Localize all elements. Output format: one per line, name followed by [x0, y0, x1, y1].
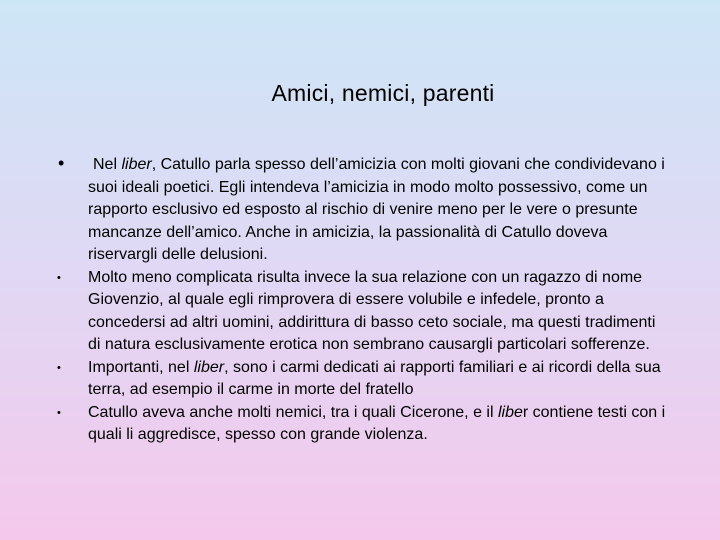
- bullet-dot-icon: •: [57, 406, 61, 419]
- bullet-list: [56, 154, 668, 447]
- bullet-item-4: [56, 402, 668, 447]
- bullet-item-3: [56, 357, 668, 402]
- bullet-item-1: [56, 154, 668, 267]
- bullet-dot-icon: •: [57, 361, 61, 374]
- bullet-dot-icon: •: [57, 271, 61, 284]
- bullet-item-2: [56, 267, 668, 357]
- bullet-text-3: Importanti, nel liber, sono i carmi dedicati ai rapporti familiari e ai ricordi della sua terra, ad esempio il carme in morte del fratello: [88, 358, 661, 398]
- slide-title: Amici, nemici, parenti: [271, 80, 495, 106]
- bullet-text-1: Nel liber, Catullo parla spesso dell’amicizia con molti giovani che condividevano i suoi ideali poetici. Egli intendeva l’amicizia in modo molto possessivo, come un rapporto esclusivo ed esposto al rischio di venire meno per le vere o presunte mancanze dell’amico. Anche in amicizia, la passionalità di Catullo doveva riservargli delle delusioni.: [88, 156, 665, 263]
- bullet-text-4: Catullo aveva anche molti nemici, tra i quali Cicerone, e il liber contiene testi con i quali li aggredisce, spesso con grande violenza.: [88, 403, 666, 443]
- bullet-text-2: Molto meno complicata risulta invece la sua relazione con un ragazzo di nome Giovenzio, al quale egli rimprovera di essere volubile e infedele, pronto a concedersi ad altri uomini, addirittura di basso ceto sociale, ma questi tradimenti di natura esclusivamente erotica non sembrano causargli particolari sofferenze.: [88, 268, 656, 353]
- bullet-dot-icon: •: [58, 153, 65, 173]
